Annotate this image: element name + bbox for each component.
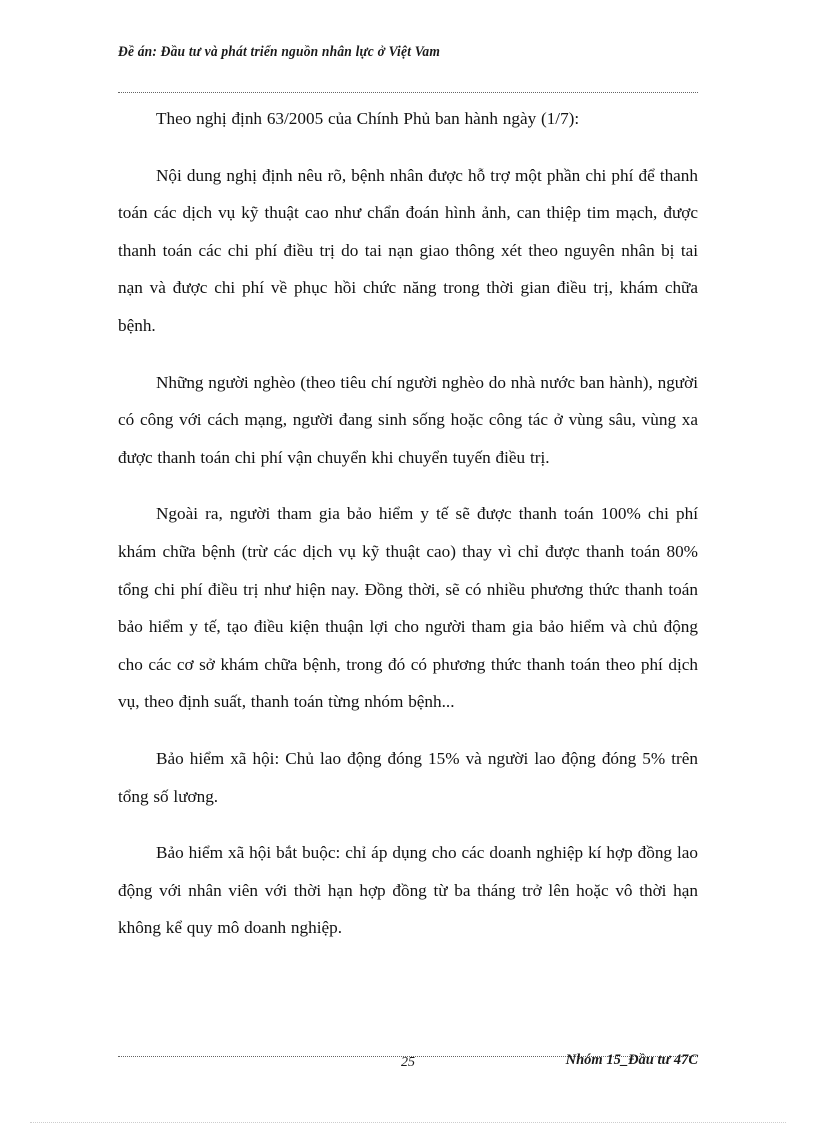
page-footer <box>118 1051 698 1085</box>
paragraph: Theo nghị định 63/2005 của Chính Phủ ban hành ngày (1/7): <box>156 109 580 128</box>
paragraph: Nội dung nghị định nêu rõ, bệnh nhân được hỗ trợ một phần chi phí để thanh toán các dịch vụ kỹ thuật cao như chẩn đoán hình ảnh, can thiệp tim mạch, được thanh toán các chi phí điều trị do tai nạn giao thông xét theo nguyên nhân bị tai nạn và được chi phí về phục hồi chức năng trong thời gian điều trị, khám chữa bệnh. <box>118 165 698 335</box>
page-header <box>118 44 698 60</box>
paragraph: Những người nghèo (theo tiêu chí người nghèo do nhà nước ban hành), người có công với cách mạng, người đang sinh sống hoặc công tác ở vùng sâu, vùng xa được thanh toán chi phí vận chuyển khi chuyển tuyến điều trị. <box>118 372 698 467</box>
paragraph: Bảo hiểm xã hội: Chủ lao động đóng 15% và người lao động đóng 5% trên tổng số lương. <box>118 748 698 806</box>
body-text-column <box>118 100 698 947</box>
header-divider <box>118 92 698 93</box>
footer-group-label: Nhóm 15_Đầu tư 47C <box>565 1051 698 1068</box>
page-number: 25 <box>401 1055 415 1070</box>
paragraph: Bảo hiểm xã hội bắt buộc: chỉ áp dụng cho các doanh nghiệp kí hợp đồng lao động với nhân viên với thời hạn hợp đồng từ ba tháng trở lên hoặc vô thời hạn không kể quy mô doanh nghiệp. <box>118 843 698 938</box>
header-title: Đề án: Đầu tư và phát triển nguồn nhân lực ở Việt Vam <box>118 43 441 59</box>
paragraph: Ngoài ra, người tham gia bảo hiểm y tế sẽ được thanh toán 100% chi phí khám chữa bệnh (trừ các dịch vụ kỹ thuật cao) thay vì chỉ được thanh toán 80% tổng chi phí điều trị như hiện nay. Đồng thời, sẽ có nhiều phương thức thanh toán bảo hiểm y tế, tạo điều kiện thuận lợi cho người tham gia bảo hiểm và chủ động cho các cơ sở khám chữa bệnh, trong đó có phương thức thanh toán theo phí dịch vụ, theo định suất, thanh toán từng nhóm bệnh... <box>118 504 698 712</box>
